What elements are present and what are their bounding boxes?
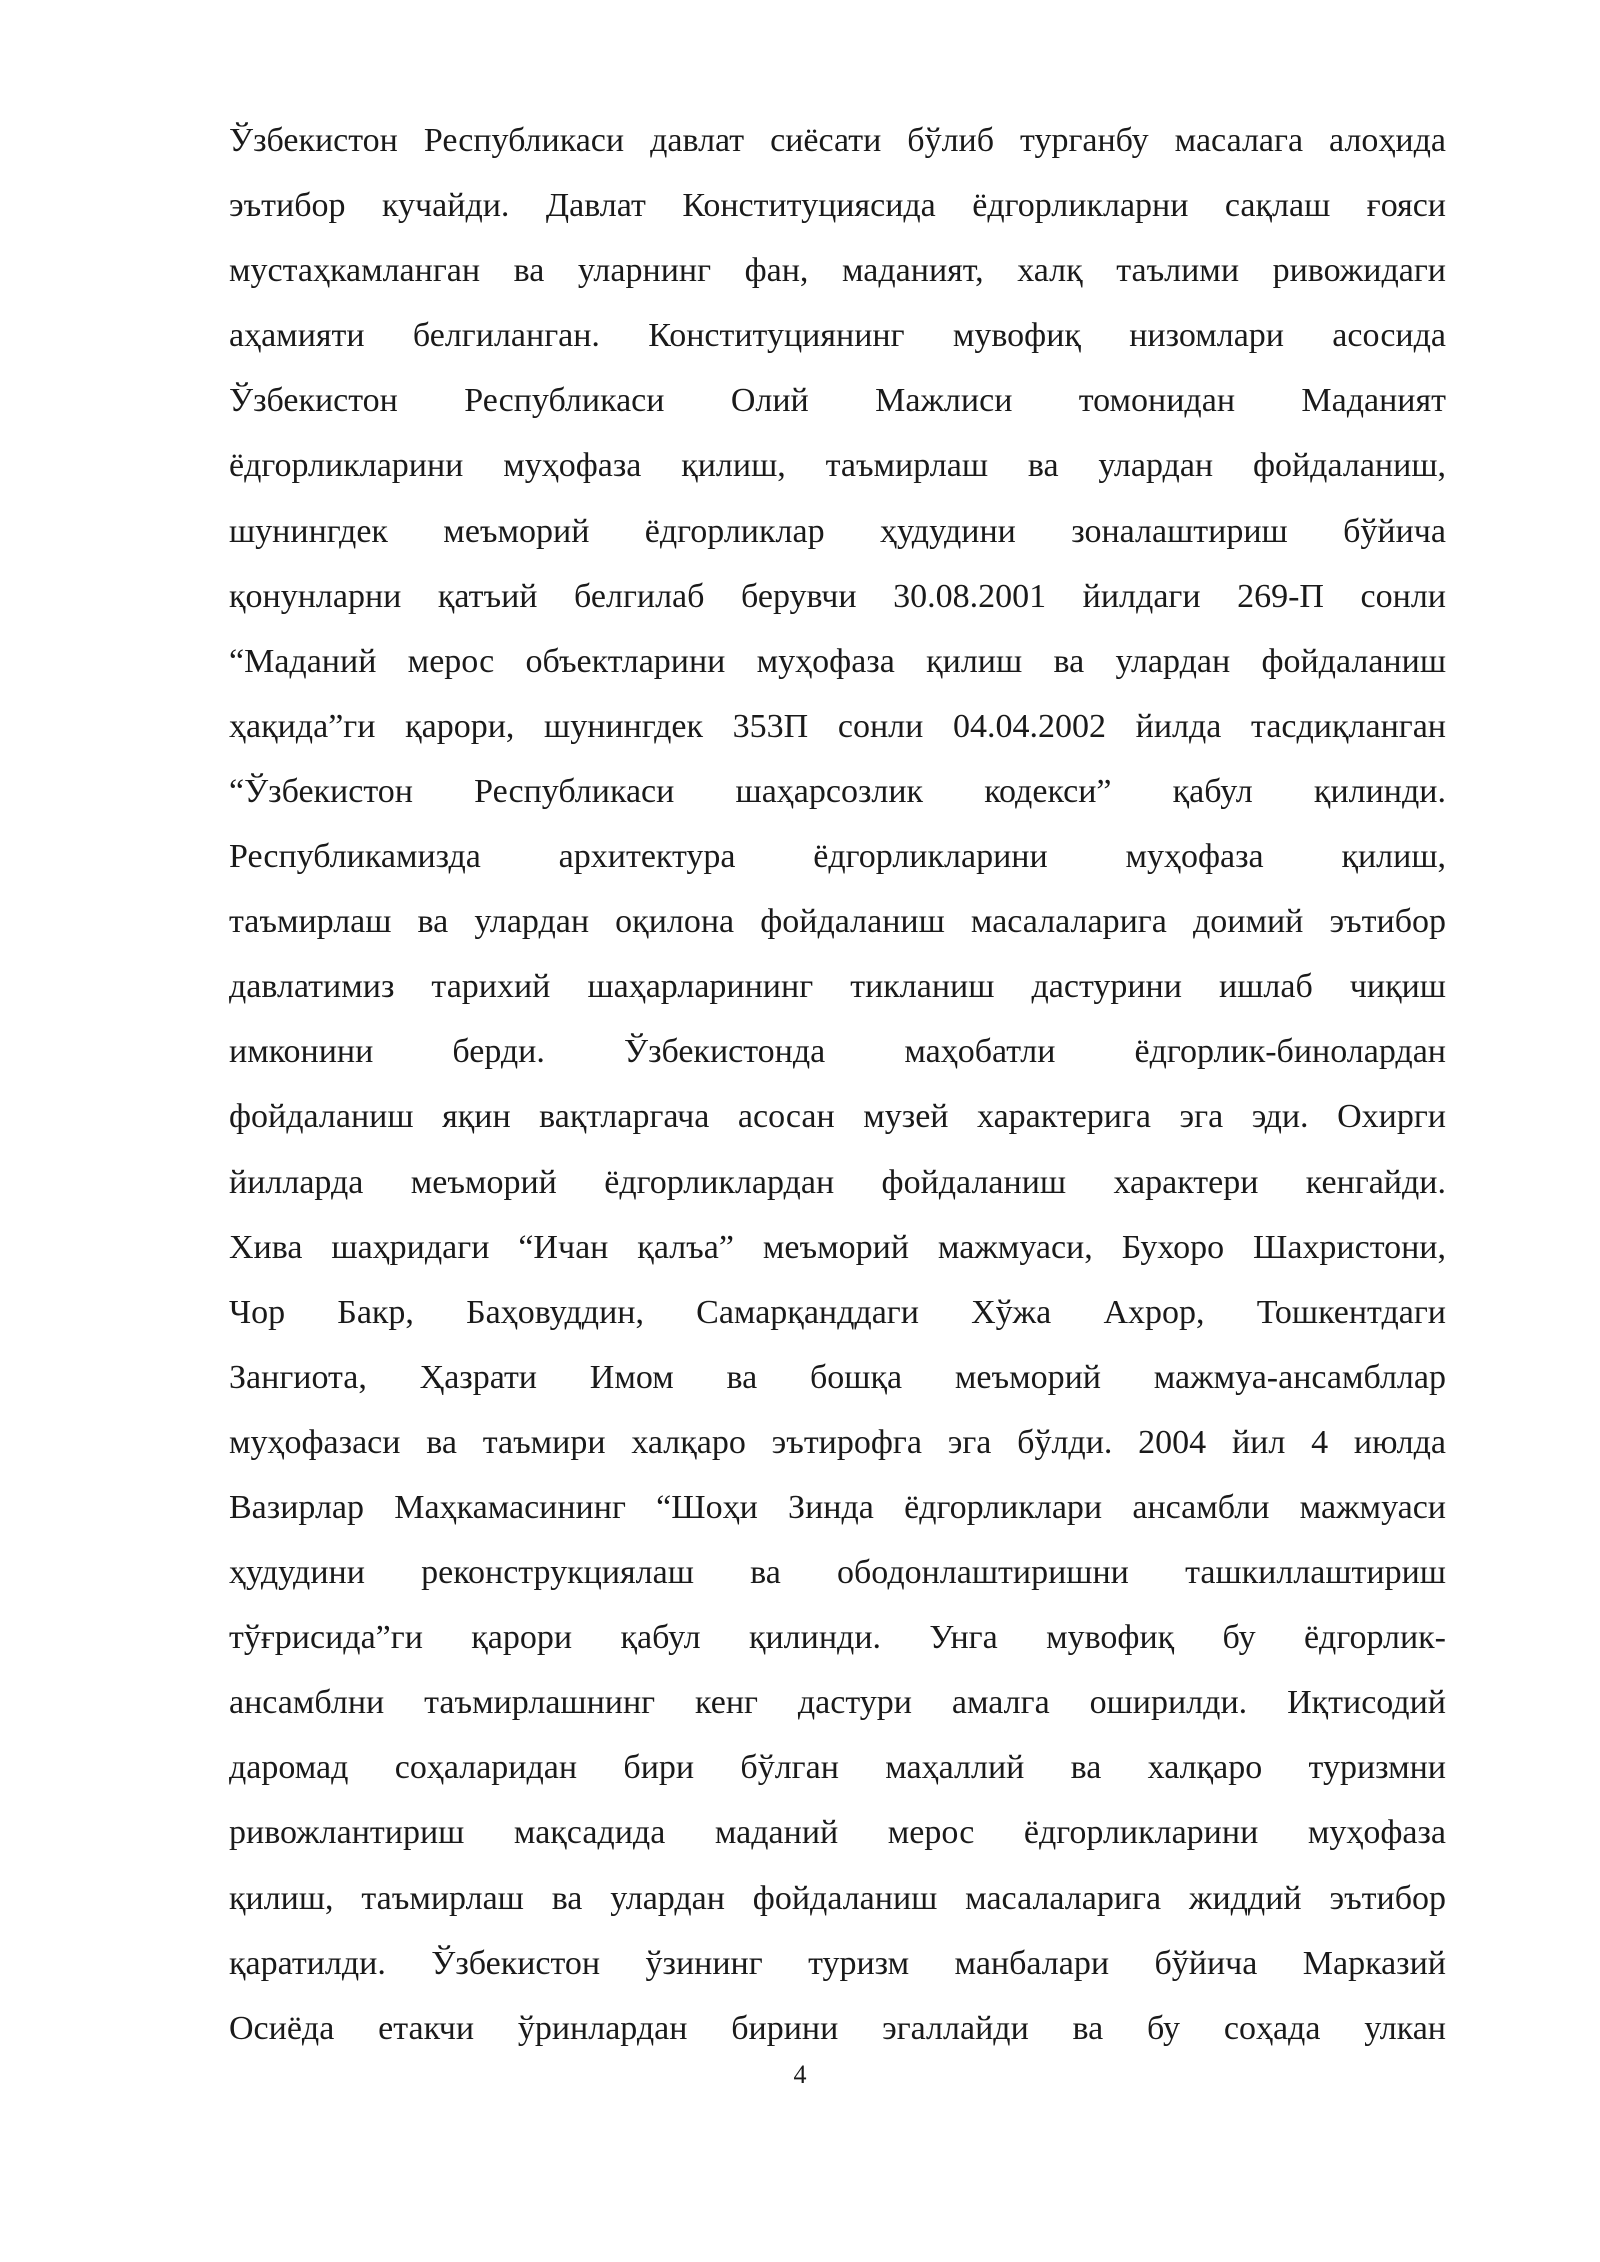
text-line: Осиёда етакчи ўринлардан бирини эгаллайди ва бу соҳада улкан <box>229 2009 1446 2047</box>
text-line: фойдаланиш яқин вақтларгача асосан музей характерига эга эди. Охирги <box>229 1098 1446 1136</box>
text-line: йилларда меъморий ёдгорликлардан фойдаланиш характери кенгайди. <box>229 1163 1446 1201</box>
text-line: тўғрисида”ги қарори қабул қилинди. Унга мувофиқ бу ёдгорлик- <box>229 1619 1446 1657</box>
text-line: ёдгорликларини муҳофаза қилиш, таъмирлаш ва улардан фойдаланиш, <box>229 447 1446 485</box>
text-line: эътибор кучайди. Давлат Конституциясида ёдгорликларни сақлаш ғояси <box>229 187 1446 225</box>
text-line: ансамблни таъмирлашнинг кенг дастури амалга оширилди. Иқтисодий <box>229 1684 1446 1722</box>
text-line: шунингдек меъморий ёдгорликлар ҳудудини зоналаштириш бўйича <box>229 512 1446 550</box>
text-line: қонунларни қатъий белгилаб берувчи 30.08.2001 йилдаги 269-П сонли <box>229 577 1446 615</box>
text-line: давлатимиз тарихий шаҳарларининг тикланиш дастурини ишлаб чиқиш <box>229 968 1446 1006</box>
text-line: Республикамизда архитектура ёдгорликларини муҳофаза қилиш, <box>229 838 1446 876</box>
text-line: даромад соҳаларидан бири бўлган маҳаллий ва халқаро туризмни <box>229 1749 1446 1787</box>
text-line: таъмирлаш ва улардан оқилона фойдаланиш масалаларига доимий эътибор <box>229 903 1446 941</box>
text-line: ривожлантириш мақсадида маданий мерос ёдгорликларини муҳофаза <box>229 1814 1446 1852</box>
text-line: ҳудудини реконструкциялаш ва ободонлаштиришни ташкиллаштириш <box>229 1554 1446 1592</box>
text-line: Ўзбекистон Республикаси давлат сиёсати бўлиб турганбу масалага алоҳида <box>229 122 1446 159</box>
text-line: имконини берди. Ўзбекистонда маҳобатли ёдгорлик-бинолардан <box>229 1033 1446 1071</box>
text-line: қаратилди. Ўзбекистон ўзининг туризм манбалари бўйича Марказий <box>229 1944 1446 1982</box>
text-line: аҳамияти белгиланган. Конституциянинг мувофиқ низомлари асосида <box>229 317 1446 355</box>
text-line: “Маданий мерос объектларини муҳофаза қилиш ва улардан фойдаланиш <box>229 642 1446 680</box>
text-line: мустаҳкамланган ва уларнинг фан, маданият, халқ таълими ривожидаги <box>229 252 1446 290</box>
body-paragraph <box>229 108 1446 2061</box>
page-number: 4 <box>793 2060 807 2089</box>
text-line: Зангиота, Ҳазрати Имом ва бошқа меъморий мажмуа-ансамбллар <box>229 1358 1446 1396</box>
text-line: муҳофазаси ва таъмири халқаро эътирофга эга бўлди. 2004 йил 4 июлда <box>229 1423 1446 1461</box>
text-line: Вазирлар Маҳкамасининг “Шоҳи Зинда ёдгорликлари ансамбли мажмуаси <box>229 1488 1446 1526</box>
text-line: қилиш, таъмирлаш ва улардан фойдаланиш масалаларига жиддий эътибор <box>229 1879 1446 1917</box>
text-line: ҳақида”ги қарори, шунингдек 353П сонли 04.04.2002 йилда тасдиқланган <box>229 707 1446 745</box>
text-line: Ўзбекистон Республикаси Олий Мажлиси томонидан Маданият <box>229 382 1446 420</box>
text-line: “Ўзбекистон Республикаси шаҳарсозлик кодекси” қабул қилинди. <box>229 772 1446 810</box>
text-line: Чор Бакр, Баҳовуддин, Самарқанддаги Хўжа Ахрор, Тошкентдаги <box>229 1293 1446 1331</box>
text-line: Хива шаҳридаги “Ичан қалъа” меъморий мажмуаси, Бухоро Шахристони, <box>229 1228 1446 1266</box>
